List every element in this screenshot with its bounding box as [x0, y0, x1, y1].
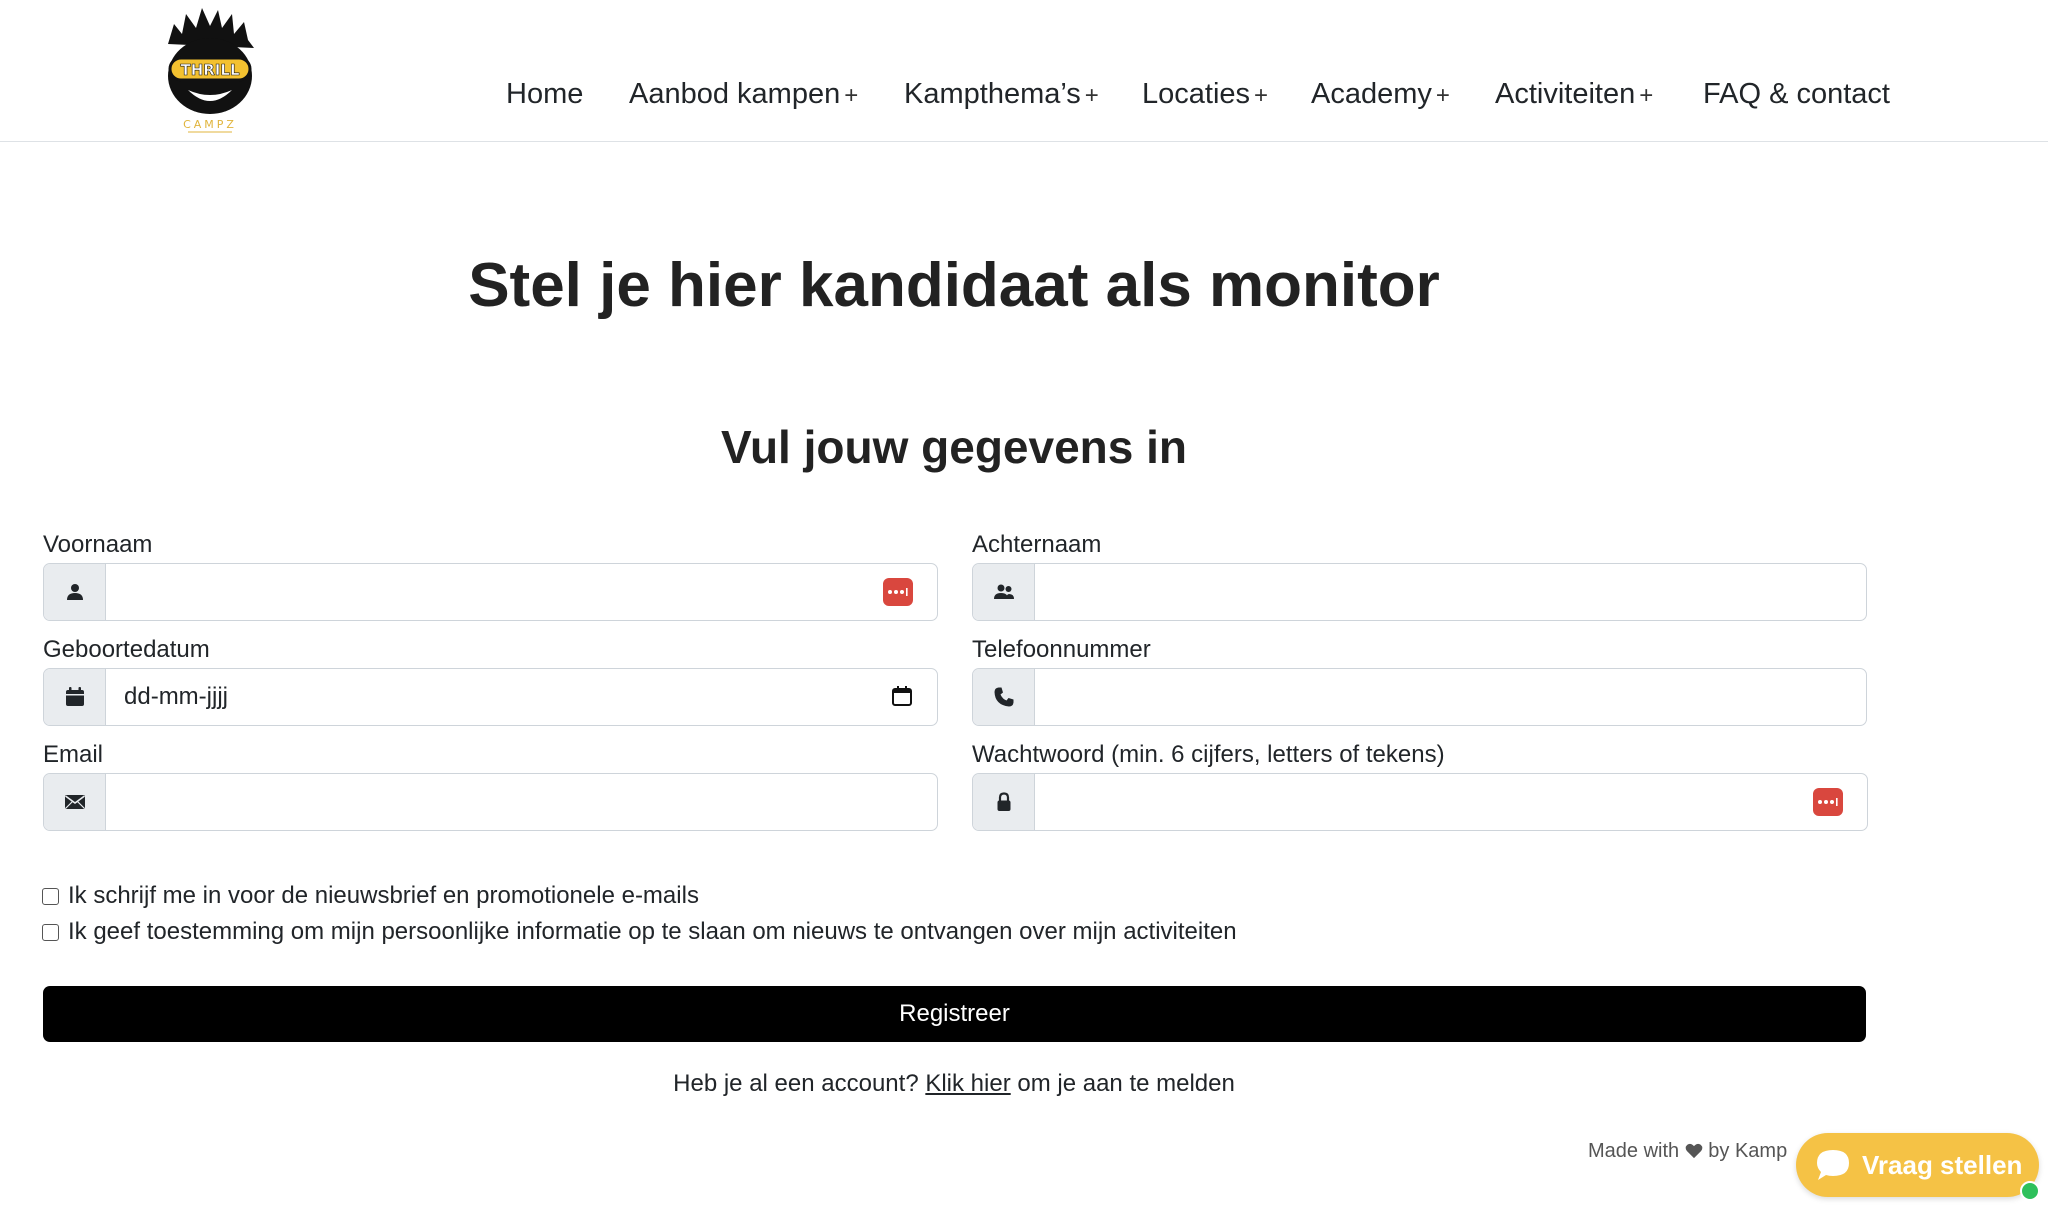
password-manager-icon[interactable]	[883, 578, 913, 606]
thrill-campz-logo[interactable]	[160, 4, 260, 134]
phone-input[interactable]	[1035, 669, 1866, 725]
first-name-input[interactable]	[106, 564, 937, 620]
consent-label[interactable]: Ik geef toestemming om mijn persoonlijke informatie op te slaan om nieuws te ontvangen over mijn activiteiten	[68, 918, 1237, 945]
nav-activiteiten[interactable]	[1495, 72, 1653, 116]
newsletter-option	[42, 880, 699, 912]
login-prefix: Heb je al een account?	[673, 1070, 919, 1097]
plus-icon: +	[1639, 82, 1654, 109]
phone-group	[972, 668, 1867, 726]
page-title: Stel je hier kandidaat als monitor	[468, 251, 1440, 320]
nav-locaties-label: Locaties	[1142, 78, 1251, 110]
consent-checkbox[interactable]	[42, 924, 59, 941]
lock-icon	[973, 774, 1035, 830]
nav-activiteiten-label: Activiteiten	[1495, 78, 1636, 110]
login-suffix: om je aan te melden	[1017, 1070, 1235, 1097]
logo-text: THRILL	[180, 61, 240, 79]
plus-icon: +	[1435, 82, 1450, 109]
chat-bubble-icon	[1814, 1147, 1852, 1183]
email-input[interactable]	[106, 774, 937, 830]
nav-aanbod-kampen[interactable]	[629, 72, 858, 116]
nav-faq-contact-label: FAQ & contact	[1703, 78, 1890, 110]
users-icon	[973, 564, 1035, 620]
nav-kampthemas[interactable]	[904, 72, 1099, 116]
password-group	[972, 773, 1868, 831]
nav-home[interactable]	[506, 72, 583, 116]
first-name-group	[43, 563, 938, 621]
email-label: Email	[43, 741, 104, 768]
form-title: Vul jouw gegevens in	[720, 421, 1188, 473]
newsletter-checkbox[interactable]	[42, 888, 59, 905]
plus-icon: +	[1084, 82, 1099, 109]
password-input[interactable]	[1035, 774, 1867, 830]
nav-academy[interactable]	[1311, 72, 1450, 116]
ask-question-label: Vraag stellen	[1862, 1149, 2023, 1180]
password-label: Wachtwoord (min. 6 cijfers, letters of tekens)	[972, 741, 1445, 768]
nav-locaties[interactable]	[1142, 72, 1268, 116]
register-button[interactable]: Registreer	[43, 986, 1866, 1042]
made-by-text: by Kamp	[1708, 1140, 1788, 1162]
login-link[interactable]: Klik hier	[925, 1070, 1011, 1097]
newsletter-label[interactable]: Ik schrijf me in voor de nieuwsbrief en promotionele e-mails	[68, 882, 699, 909]
logo-subtext: CAMPZ	[183, 118, 237, 131]
email-group	[43, 773, 938, 831]
consent-option	[42, 916, 1237, 948]
phone-label: Telefoonnummer	[972, 636, 1151, 663]
last-name-label: Achternaam	[972, 531, 1102, 558]
nav-aanbod-kampen-label: Aanbod kampen	[629, 78, 841, 110]
nav-faq-contact[interactable]	[1703, 72, 1890, 116]
birthdate-group	[43, 668, 938, 726]
user-icon	[44, 564, 106, 620]
nav-home-label: Home	[506, 78, 584, 110]
heart-icon	[1685, 1143, 1703, 1159]
footer-credit	[1588, 1140, 1806, 1163]
first-name-label: Voornaam	[43, 531, 153, 558]
login-prompt	[0, 1070, 1908, 1098]
site-header	[0, 0, 2048, 142]
online-status-indicator	[2020, 1181, 2040, 1201]
birthdate-label: Geboortedatum	[43, 636, 210, 663]
envelope-icon	[44, 774, 106, 830]
made-with-text: Made with	[1588, 1140, 1680, 1162]
calendar-icon	[44, 669, 106, 725]
password-manager-icon[interactable]	[1813, 788, 1843, 816]
plus-icon: +	[1254, 82, 1269, 109]
birthdate-placeholder: dd-mm-jjjj	[124, 683, 228, 710]
date-picker-icon[interactable]	[891, 685, 913, 707]
phone-icon	[973, 669, 1035, 725]
nav-kampthemas-label: Kampthema’s	[904, 78, 1081, 110]
last-name-input[interactable]	[1035, 564, 1866, 620]
nav-academy-label: Academy	[1311, 78, 1432, 110]
ask-question-button[interactable]	[1796, 1133, 2039, 1197]
birthdate-input[interactable]	[106, 669, 937, 725]
plus-icon: +	[844, 82, 859, 109]
last-name-group	[972, 563, 1867, 621]
